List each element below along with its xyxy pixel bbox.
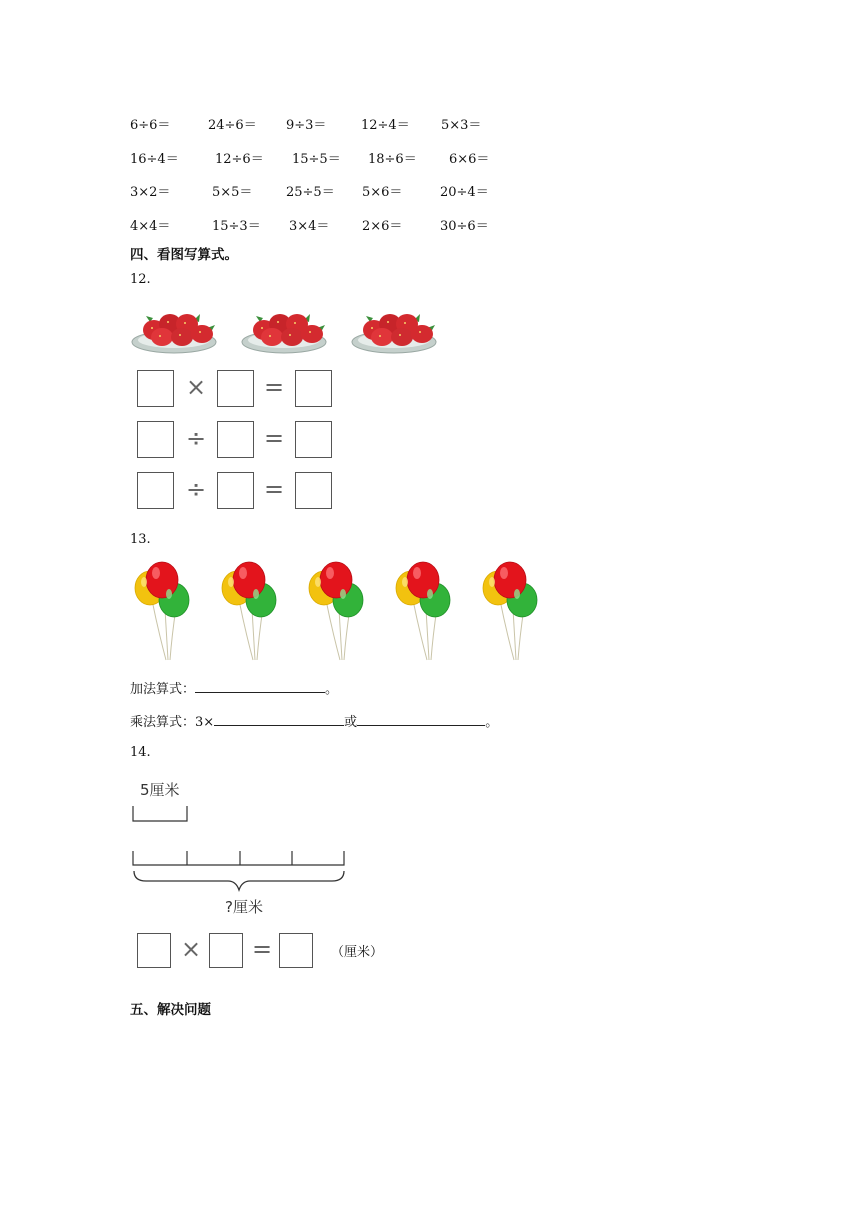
equals-sign: = [264, 373, 285, 401]
answer-box[interactable] [209, 933, 243, 968]
calc-item: 6×6＝ [449, 152, 490, 167]
calc-item: 9÷3＝ [286, 118, 327, 133]
unit-label: （厘米） [331, 945, 384, 960]
segment-length-label: 5厘米 [140, 781, 180, 799]
multiplication-label: 乘法算式：3× [130, 715, 215, 730]
answer-box[interactable] [217, 472, 254, 509]
multiplication-formula-line [130, 711, 498, 730]
calc-item: 6÷6＝ [130, 118, 171, 133]
calc-item: 5×3＝ [441, 118, 482, 133]
calc-item: 5×6＝ [362, 185, 403, 200]
calc-item: 24÷6＝ [208, 118, 257, 133]
strawberry-plates-illustration [130, 298, 450, 360]
multiplication-answer-blank[interactable] [214, 713, 344, 726]
section-heading: 五、解决问题 [130, 1002, 211, 1018]
question-number: 14. [130, 745, 151, 760]
calc-item: 16÷4＝ [130, 152, 179, 167]
equals-sign: = [264, 424, 285, 452]
times-sign: × [181, 935, 202, 963]
divide-sign: ÷ [186, 424, 207, 452]
balloon-bunch [396, 562, 450, 660]
answer-box[interactable] [279, 933, 313, 968]
calc-item: 3×4＝ [289, 219, 330, 234]
calc-item: 30÷6＝ [440, 219, 489, 234]
strawberry-plate [352, 314, 436, 353]
total-length-label: ?厘米 [225, 898, 263, 916]
strawberry-plate [242, 314, 326, 353]
multiplication-answer-blank-2[interactable] [357, 713, 485, 726]
calc-item: 20÷4＝ [440, 185, 489, 200]
answer-box[interactable] [137, 472, 174, 509]
period: 。 [325, 682, 339, 697]
addition-formula-line [130, 678, 338, 697]
balloon-bunch [309, 562, 363, 660]
balloon-bunch [483, 562, 537, 660]
answer-box[interactable] [137, 421, 174, 458]
answer-box[interactable] [295, 370, 332, 407]
equals-sign: = [264, 475, 285, 503]
line-segment-diagram [128, 800, 353, 896]
strawberry-plate [132, 314, 216, 353]
calc-item: 5×5＝ [212, 185, 253, 200]
calc-item: 15÷3＝ [212, 219, 261, 234]
section-heading: 四、看图写算式。 [130, 247, 238, 263]
answer-box[interactable] [217, 421, 254, 458]
calc-item: 25÷5＝ [286, 185, 335, 200]
answer-box[interactable] [295, 472, 332, 509]
period: 。 [485, 715, 499, 730]
question-number: 13. [130, 532, 151, 547]
brace [134, 871, 344, 890]
or-word: 或 [344, 715, 358, 730]
balloons-illustration [128, 558, 548, 664]
addition-answer-blank[interactable] [195, 680, 325, 693]
divide-sign: ÷ [186, 475, 207, 503]
question-number: 12. [130, 272, 151, 287]
calc-item: 12÷6＝ [215, 152, 264, 167]
calc-item: 18÷6＝ [368, 152, 417, 167]
balloon-bunch [135, 562, 189, 660]
balloon-bunch [222, 562, 276, 660]
total-segment [133, 851, 344, 865]
calc-item: 4×4＝ [130, 219, 171, 234]
answer-box[interactable] [295, 421, 332, 458]
calc-item: 3×2＝ [130, 185, 171, 200]
times-sign: × [186, 373, 207, 401]
calc-item: 2×6＝ [362, 219, 403, 234]
calc-item: 12÷4＝ [361, 118, 410, 133]
unit-segment [133, 806, 187, 821]
addition-label: 加法算式： [130, 682, 196, 697]
calc-item: 15÷5＝ [292, 152, 341, 167]
answer-box[interactable] [137, 370, 174, 407]
answer-box[interactable] [137, 933, 171, 968]
answer-box[interactable] [217, 370, 254, 407]
equals-sign: = [252, 935, 273, 963]
